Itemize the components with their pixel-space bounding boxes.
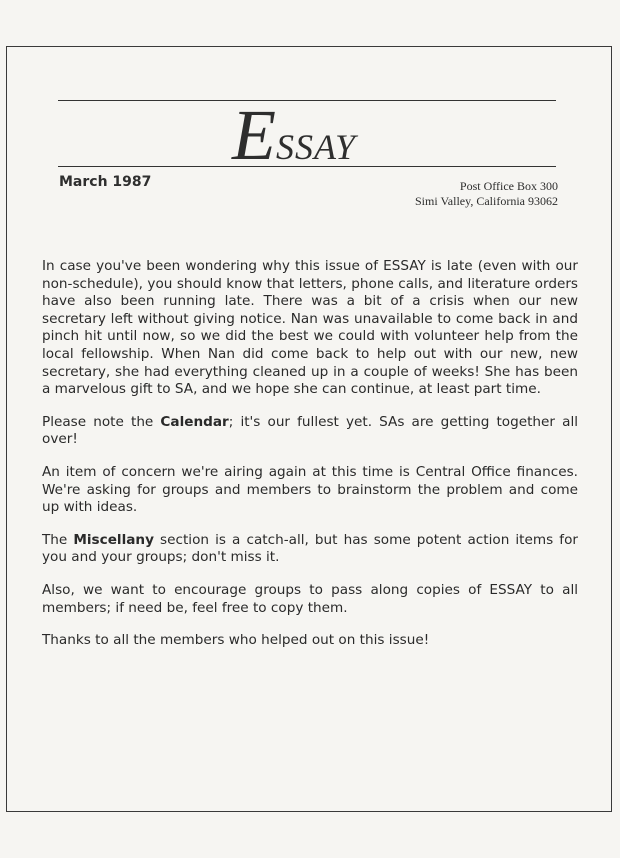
paragraph-3: An item of concern we're airing again at this time is Central Office finances. We're asking for groups and members to brainstorm the problem and come up with ideas. bbox=[42, 463, 578, 516]
masthead-title bbox=[232, 95, 357, 175]
letter-body bbox=[42, 258, 578, 665]
paragraph-6: Thanks to all the members who helped out on this issue! bbox=[42, 632, 430, 649]
miscellany-emphasis: Miscellany bbox=[73, 531, 154, 548]
paragraph-4-rest: section is a catch-all, but has some potent action items for you and your groups; don't miss it. bbox=[42, 531, 578, 566]
paragraph-4-lead: The bbox=[42, 531, 74, 548]
masthead-initial: E bbox=[232, 95, 276, 175]
address-line-2: Simi Valley, California 93062 bbox=[415, 194, 558, 208]
paragraph-2-rest: ; it's our fullest yet. SAs are getting together all over! bbox=[42, 413, 579, 448]
address-line-1: Post Office Box 300 bbox=[459, 179, 558, 193]
paragraph-4 bbox=[42, 532, 578, 567]
issue-date: March 1987 bbox=[59, 174, 152, 190]
paragraph-2 bbox=[42, 414, 578, 449]
paragraph-2-lead: Please note the bbox=[42, 413, 161, 430]
paragraph-1: In case you've been wondering why this issue of ESSAY is late (even with our non-schedule), you should know that letters, phone calls, and literature orders have also been running late. There was a bit of a crisis when our new secretary left without giving notice. Nan was unavailable to come back in and pinch hit until now, so we did the best we could with volunteer help from the local fellowship. When Nan did come back to help out with our new, new secretary, she had everything cleaned up in a couple of weeks! She has been a marvelous gift to SA, and we hope she can continue, at least part time. bbox=[42, 258, 578, 398]
masthead-bottom-rule bbox=[58, 166, 556, 167]
paragraph-5: Also, we want to encourage groups to pass along copies of ESSAY to all members; if need be, feel free to copy them. bbox=[42, 581, 578, 616]
masthead-top-rule bbox=[58, 100, 556, 101]
calendar-emphasis: Calendar bbox=[160, 413, 229, 430]
mailing-address bbox=[415, 179, 558, 209]
masthead-rest: SSAY bbox=[275, 127, 357, 167]
